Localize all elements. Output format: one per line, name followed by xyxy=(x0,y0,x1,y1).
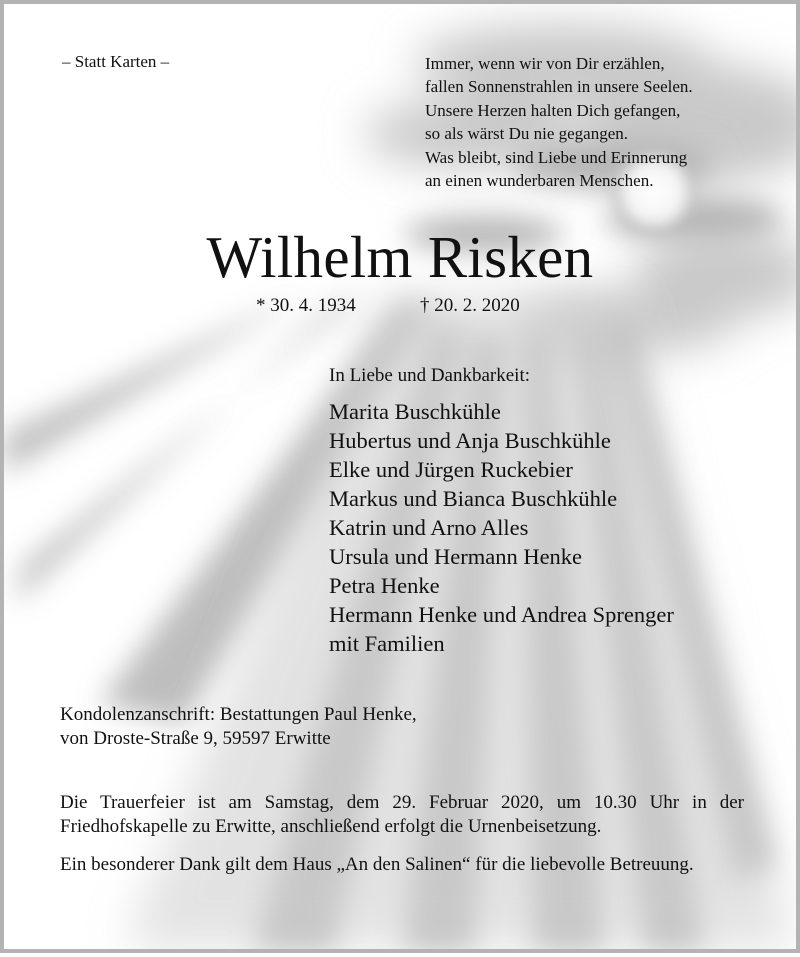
mourner-name: Katrin und Arno Alles xyxy=(329,515,529,540)
poem-line: an einen wunderbaren Menschen. xyxy=(425,171,654,191)
mourner-name: mit Familien xyxy=(329,631,445,656)
mourner-name: Marita Buschkühle xyxy=(329,399,501,424)
condolence-address xyxy=(60,703,417,751)
poem-line: Was bleibt, sind Liebe und Erinnerung xyxy=(425,147,688,167)
obituary-notice xyxy=(4,4,796,949)
poem-line: fallen Sonnenstrahlen in unsere Seelen. xyxy=(425,77,693,97)
thanks-notice: Ein besonderer Dank gilt dem Haus „An den Salinen“ für die liebevolle Betreuung. xyxy=(60,854,694,875)
condolence-line: Kondolenzanschrift: Bestattungen Paul Henke, xyxy=(60,704,417,725)
condolence-line: von Droste-Straße 9, 59597 Erwitte xyxy=(60,728,331,749)
mourners-intro: In Liebe und Dankbarkeit: xyxy=(329,365,531,386)
poem-line: Immer, wenn wir von Dir erzählen, xyxy=(425,54,665,73)
deceased-name: Wilhelm Risken xyxy=(206,224,594,290)
memorial-poem xyxy=(425,52,693,192)
mourners-list xyxy=(329,397,674,658)
statt-karten-note: – Statt Karten – xyxy=(62,52,170,71)
mourner-name: Markus und Bianca Buschkühle xyxy=(329,486,618,511)
mourner-name: Petra Henke xyxy=(329,573,440,598)
poem-line: Unsere Herzen halten Dich gefangen, xyxy=(425,100,681,120)
mourner-name: Hubertus und Anja Buschkühle xyxy=(329,428,611,453)
death-date: † 20. 2. 2020 xyxy=(420,295,520,316)
mourner-name: Elke und Jürgen Ruckebier xyxy=(329,457,573,482)
mourner-name: Hermann Henke und Andrea Sprenger xyxy=(329,602,674,627)
mourner-name: Ursula und Hermann Henke xyxy=(329,544,583,569)
ceremony-notice: Die Trauerfeier ist am Samstag, dem 29. Februar 2020, um 10.30 Uhr in der Friedhofskapelle zu Erwitte, anschließend erfolgt die Urnenbeisetzung. xyxy=(60,792,744,837)
birth-date: * 30. 4. 1934 xyxy=(256,295,356,316)
poem-line: so als wärst Du nie gegangen. xyxy=(425,124,629,144)
